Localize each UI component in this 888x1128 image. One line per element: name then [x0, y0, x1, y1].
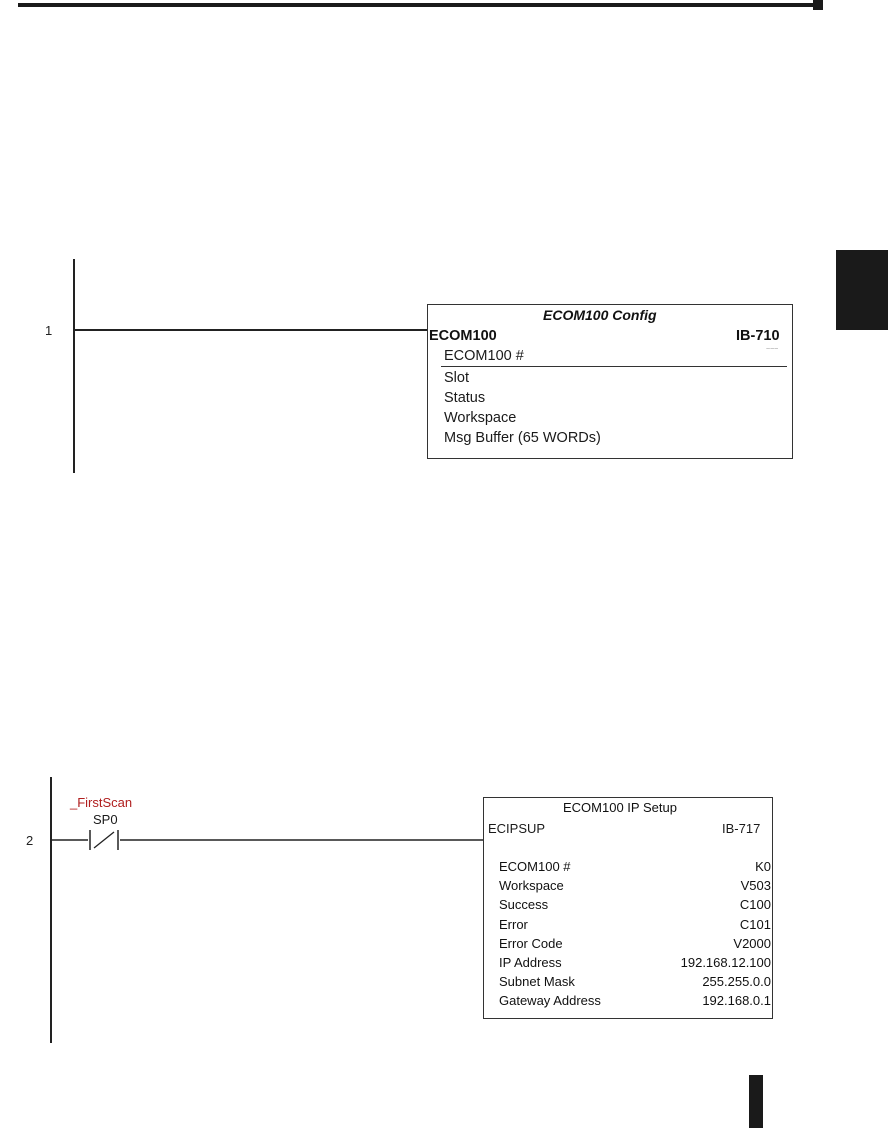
param-row-error	[499, 915, 771, 934]
ip-setup-title: ECOM100 IP Setup	[563, 800, 677, 815]
param-row-ip-address	[499, 953, 771, 972]
rung1-power-rail	[73, 259, 75, 473]
param-value: 192.168.12.100	[680, 955, 771, 971]
param-label: Error Code	[499, 935, 563, 951]
top-rule	[18, 3, 818, 7]
ecom100-config-title: ECOM100 Config	[543, 307, 657, 323]
ecom100-config-divider	[441, 366, 787, 367]
rung2-number: 2	[26, 833, 34, 848]
param-label: Error	[499, 916, 528, 932]
ip-setup-params	[499, 857, 771, 1011]
param-value: V2000	[733, 935, 771, 951]
param-value: 255.255.0.0	[702, 974, 771, 990]
param-label: Workspace	[499, 878, 564, 894]
param-row-subnet-mask	[499, 972, 771, 991]
param-value: K0	[755, 859, 771, 874]
ecom100-config-field-workspace: Workspace	[444, 410, 517, 426]
param-row-ecom100	[499, 857, 771, 876]
rung1-number: 1	[45, 323, 53, 338]
param-label: ECOM100 #	[499, 859, 571, 874]
ecom100-config-field-msg-buffer: Msg Buffer (65 WORDs)	[444, 430, 601, 446]
chapter-thumb-tab	[836, 250, 888, 330]
param-label: Gateway Address	[499, 993, 601, 1009]
param-value: C100	[739, 897, 771, 913]
contact-tag-name: _FirstScan	[70, 795, 133, 810]
ip-setup-reference: IB-717	[722, 821, 761, 836]
param-value: 192.168.0.1	[702, 993, 771, 1009]
ip-setup-mnemonic: ECIPSUP	[488, 821, 546, 836]
param-label: Success	[499, 897, 549, 913]
param-row-workspace	[499, 876, 771, 895]
rung2-power-rail	[50, 777, 52, 1043]
ecom100-config-field-ecom100: ECOM100 #	[444, 348, 524, 364]
param-value: V503	[740, 878, 771, 894]
ecom100-config-mnemonic: ECOM100	[429, 328, 497, 344]
param-row-gateway-address	[499, 991, 771, 1010]
contact-address: SP0	[93, 812, 118, 827]
param-label: IP Address	[499, 955, 562, 971]
param-label: Subnet Mask	[499, 974, 575, 990]
ecom100-config-field-status: Status	[444, 390, 486, 406]
ecom100-config-ghost-text: ~~~	[766, 346, 779, 353]
param-row-success	[499, 895, 771, 914]
rung1-wire	[74, 329, 428, 331]
param-value: C101	[739, 916, 771, 932]
bottom-marker	[749, 1075, 763, 1128]
ecom100-config-reference: IB-710	[736, 328, 780, 344]
top-corner-marker	[813, 0, 823, 10]
param-row-error-code	[499, 934, 771, 953]
ecom100-config-field-slot: Slot	[444, 370, 469, 386]
normally-closed-contact-icon[interactable]	[90, 829, 120, 851]
